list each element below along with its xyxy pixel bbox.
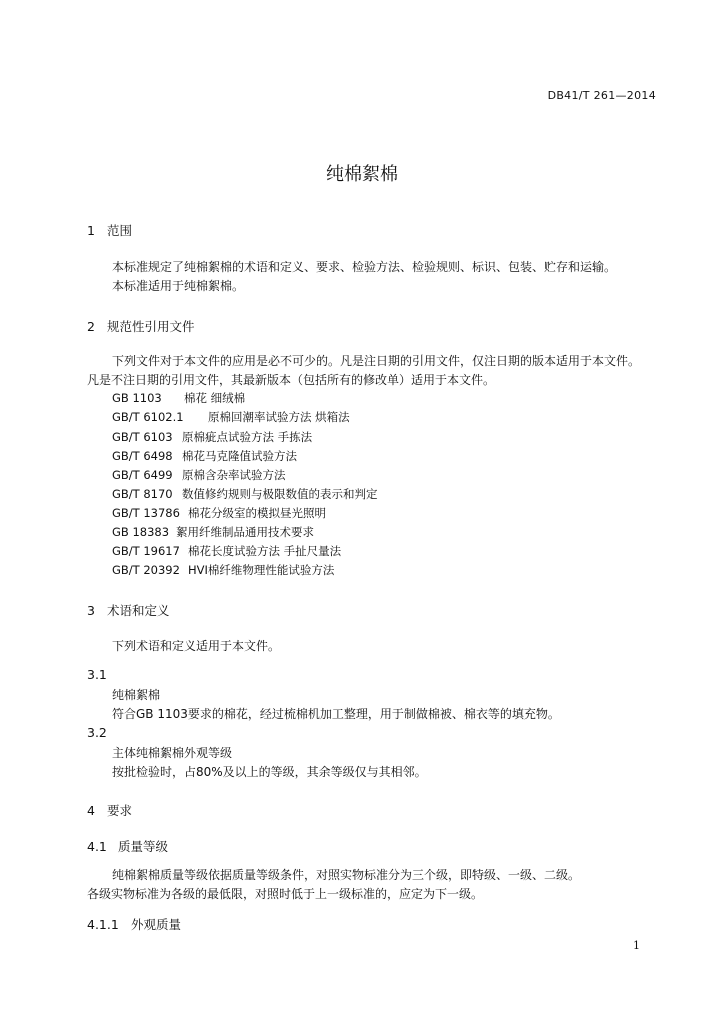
reference-title: 数值修约规则与极限数值的表示和判定 (182, 487, 378, 501)
reference-item (112, 409, 350, 425)
reference-code: GB/T 6499 (112, 468, 173, 482)
page-number: 1 (633, 939, 640, 952)
section-number: 1 (87, 223, 95, 238)
section-title: 范围 (107, 223, 133, 238)
standard-number: DB41/T 261—2014 (547, 89, 656, 102)
section-2-heading (87, 317, 195, 335)
reference-title: 原棉疵点试验方法 手拣法 (182, 430, 313, 444)
reference-item (112, 562, 334, 578)
reference-code: GB/T 6103 (112, 430, 173, 444)
term-number: 3.2 (87, 725, 107, 740)
scope-paragraph-2: 本标准适用于纯棉絮棉。 (112, 279, 245, 293)
section-number: 3 (87, 603, 95, 618)
subsection-4-1-1-heading (87, 915, 181, 933)
quality-grade-paragraph-line-2: 各级实物标准为各级的最低限，对照时低于上一级标准的，应定为下一级。 (87, 887, 484, 901)
terms-intro: 下列术语和定义适用于本文件。 (112, 639, 281, 653)
reference-title: 絮用纤维制品通用技术要求 (176, 525, 314, 539)
term-definition: 符合GB 1103要求的棉花，经过梳棉机加工整理，用于制做棉被、棉衣等的填充物。 (112, 707, 560, 721)
term-definition: 按批检验时，占80%及以上的等级，其余等级仅与其相邻。 (112, 765, 427, 779)
reference-title: 棉花长度试验方法 手扯尺量法 (188, 544, 342, 558)
subsection-title: 质量等级 (118, 839, 169, 854)
reference-item (112, 448, 297, 464)
scope-paragraph-1: 本标准规定了纯棉絮棉的术语和定义、要求、检验方法、检验规则、标识、包装、贮存和运输。 (112, 260, 617, 274)
references-intro-line-1: 下列文件对于本文件的应用是必不可少的。凡是注日期的引用文件，仅注日期的版本适用于本文件。 (112, 354, 641, 368)
reference-code: GB/T 19617 (112, 544, 180, 558)
section-3-heading (87, 601, 170, 619)
reference-code: GB/T 8170 (112, 487, 173, 501)
term-name: 纯棉絮棉 (112, 688, 161, 702)
reference-code: GB 1103 (112, 391, 162, 405)
quality-grade-paragraph-line-1: 纯棉絮棉质量等级依据质量等级条件，对照实物标准分为三个级，即特级、一级、二级。 (112, 868, 581, 882)
subsection-title: 外观质量 (131, 917, 182, 932)
reference-title: 原棉回潮率试验方法 烘箱法 (208, 410, 350, 424)
reference-item (112, 486, 378, 502)
section-number: 2 (87, 319, 95, 334)
reference-title: HVI棉纤维物理性能试验方法 (188, 563, 335, 577)
reference-item (112, 524, 314, 540)
reference-title: 棉花分级室的模拟昼光照明 (188, 506, 326, 520)
reference-title: 棉花 细绒棉 (184, 391, 246, 405)
reference-code: GB 18383 (112, 525, 170, 539)
document-title: 纯棉絮棉 (326, 164, 398, 185)
section-number: 4 (87, 803, 95, 818)
reference-code: GB/T 20392 (112, 563, 180, 577)
reference-title: 原棉含杂率试验方法 (182, 468, 286, 482)
references-intro-line-2: 凡是不注日期的引用文件，其最新版本（包括所有的修改单）适用于本文件。 (87, 373, 496, 387)
subsection-number: 4.1.1 (87, 917, 119, 932)
reference-title: 棉花马克隆值试验方法 (182, 449, 297, 463)
term-number: 3.1 (87, 667, 107, 682)
section-1-heading (87, 221, 132, 239)
section-title: 规范性引用文件 (107, 319, 195, 334)
reference-item (112, 429, 312, 445)
term-name: 主体纯棉絮棉外观等级 (112, 746, 233, 760)
reference-item (112, 543, 341, 559)
reference-item (112, 390, 245, 406)
subsection-4-1-heading (87, 837, 168, 855)
reference-item (112, 467, 286, 483)
reference-code: GB/T 13786 (112, 506, 180, 520)
reference-item (112, 505, 326, 521)
section-title: 要求 (107, 803, 133, 818)
subsection-number: 4.1 (87, 839, 107, 854)
reference-code: GB/T 6102.1 (112, 410, 184, 424)
section-4-heading (87, 801, 132, 819)
section-title: 术语和定义 (107, 603, 170, 618)
reference-code: GB/T 6498 (112, 449, 173, 463)
